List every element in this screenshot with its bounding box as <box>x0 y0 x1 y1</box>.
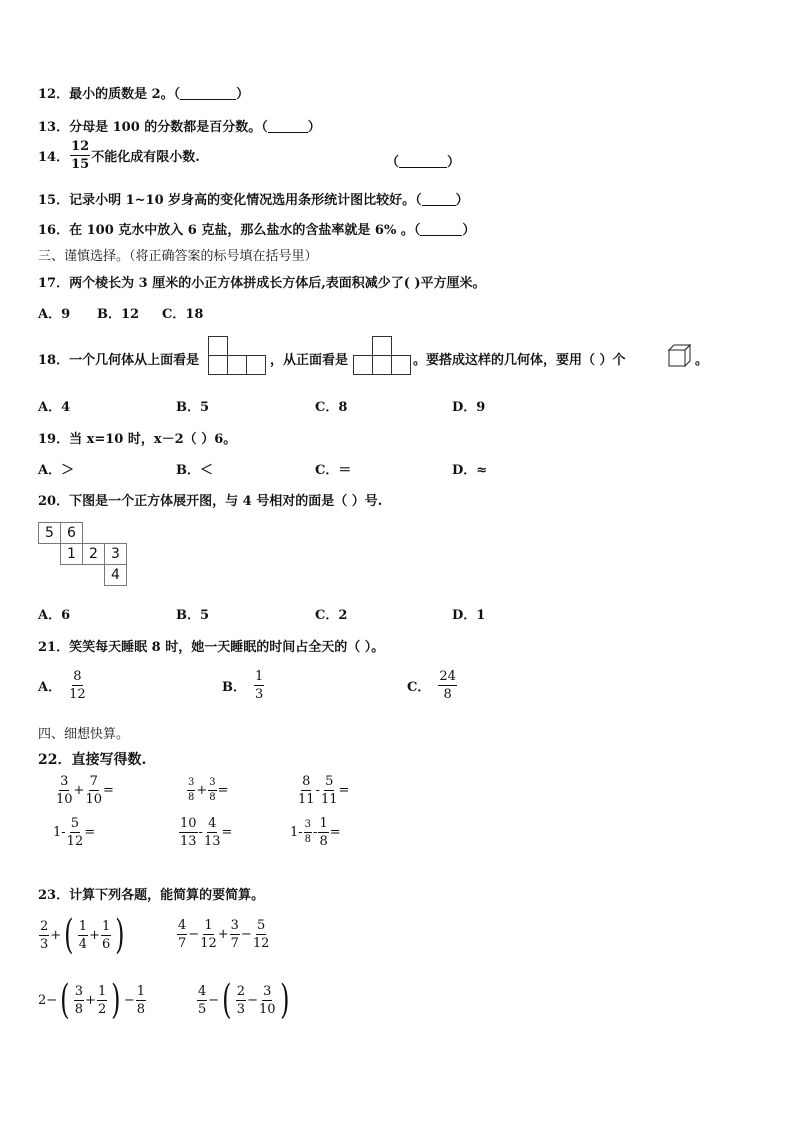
net-face: 1 <box>60 543 83 565</box>
question-20: 20．下图是一个正方体展开图，与 4 号相对的面是（ ）号. <box>38 494 383 509</box>
q21-option-b[interactable]: B． $\frac{1}{3}$ <box>222 669 264 702</box>
fraction: $\frac{1}{3}$ <box>255 669 264 702</box>
q19-option-a[interactable]: A．＞ <box>38 463 75 478</box>
q19-option-b[interactable]: B．＜ <box>176 463 213 478</box>
q17-option-a[interactable]: A．9 <box>38 307 71 322</box>
q17-option-b[interactable]: B．12 <box>97 307 140 322</box>
answer-blank[interactable] <box>268 120 308 133</box>
answer-blank[interactable] <box>420 223 462 236</box>
answer-blank[interactable] <box>422 193 456 206</box>
q18-option-c[interactable]: C．8 <box>315 400 348 415</box>
net-face: 4 <box>104 564 127 586</box>
net-face: 3 <box>104 543 127 565</box>
question-14-answer: （ ） <box>386 155 461 170</box>
question-18-part1: 18．一个几何体从上面看是 <box>38 353 200 368</box>
expression-22-1: $\frac{3}{10}$ + $\frac{7}{10}$ = <box>56 774 114 807</box>
front-view-figure <box>353 336 411 376</box>
expression-22-4: 1- $\frac{5}{12}$ = <box>53 816 96 849</box>
net-face: 5 <box>38 522 61 544</box>
question-15: 15．记录小明 1~10 岁身高的变化情况选用条形统计图比较好。（ ） <box>38 193 469 208</box>
question-18-part4: 。 <box>695 353 709 368</box>
fraction: $\frac{24}{8}$ <box>439 669 456 702</box>
net-face: 2 <box>82 543 105 565</box>
cube-icon <box>667 343 693 369</box>
q20-option-a[interactable]: A．6 <box>38 608 71 623</box>
expression-22-6: 1- $\frac{3}{8}$ - $\frac{1}{8}$ = <box>290 816 341 849</box>
expression-22-5: $\frac{10}{13}$ - $\frac{4}{13}$ = <box>180 816 233 849</box>
answer-blank[interactable] <box>399 155 447 168</box>
net-face: 6 <box>60 522 83 544</box>
q20-option-d[interactable]: D．1 <box>452 608 486 623</box>
top-view-figure <box>208 336 266 376</box>
expression-23-4: $\frac{4}{5}$ − ( $\frac{2}{3}$ − $\frac{3}{10}$ ) <box>198 977 290 1023</box>
expression-23-3: 2 − ( $\frac{3}{8}$ + $\frac{1}{2}$ ) − $\frac{1}{8}$ <box>38 977 146 1023</box>
question-13: 13．分母是 100 的分数都是百分数。（ ） <box>38 120 321 135</box>
question-19: 19．当 x=10 时，x－2（ ）6。 <box>38 432 237 447</box>
expression-22-2: $\frac{3}{8}$ + $\frac{3}{8}$ = <box>188 777 229 803</box>
fraction: $\frac{8}{12}$ <box>69 669 86 702</box>
q21-option-a[interactable]: A． $\frac{8}{12}$ <box>38 669 86 702</box>
question-14: 14． $\frac{12}{15}$ 不能化成有限小数. <box>38 139 200 172</box>
question-21: 21．笑笑每天睡眠 8 时，她一天睡眠的时间占全天的（ ）。 <box>38 640 385 655</box>
q19-option-d[interactable]: D．≈ <box>452 463 488 478</box>
fraction: $\frac{12}{15}$ <box>71 139 90 172</box>
question-18-part3: 。要搭成这样的几何体，要用（ ）个 <box>413 353 626 368</box>
q20-option-c[interactable]: C．2 <box>315 608 348 623</box>
q20-option-b[interactable]: B．5 <box>176 608 210 623</box>
question-22: 22．直接写得数. <box>38 752 147 768</box>
question-17: 17．两个棱长为 3 厘米的小正方体拼成长方体后,表面积减少了( )平方厘米。 <box>38 276 486 291</box>
question-16: 16．在 100 克水中放入 6 克盐，那么盐水的含盐率就是 6% 。（ ） <box>38 223 476 238</box>
question-12: 12．最小的质数是 2。（ ） <box>38 87 250 102</box>
q21-option-c[interactable]: C． $\frac{24}{8}$ <box>407 669 456 702</box>
answer-blank[interactable] <box>180 87 236 100</box>
section-4-heading: 四、细想快算。 <box>38 727 130 742</box>
q18-option-a[interactable]: A．4 <box>38 400 71 415</box>
question-23: 23．计算下列各题，能简算的要简算。 <box>38 888 265 903</box>
expression-23-2: $\frac{4}{7}$ − $\frac{1}{12}$ + $\frac{3}{7}$ − $\frac{5}{12}$ <box>178 918 270 951</box>
expression-23-1: $\frac{2}{3}$ + ( $\frac{1}{4}$ + $\frac{1}{6}$ ) <box>40 912 125 958</box>
q17-option-c[interactable]: C．18 <box>162 307 204 322</box>
expression-22-3: $\frac{8}{11}$ - $\frac{5}{11}$ = <box>298 774 350 807</box>
q18-option-b[interactable]: B．5 <box>176 400 210 415</box>
cube-net-figure <box>38 522 133 588</box>
question-18-part2: ，从正面看是 <box>270 353 349 368</box>
section-3-heading: 三、谨慎选择。（将正确答案的标号填在括号里） <box>38 249 318 264</box>
q18-option-d[interactable]: D．9 <box>452 400 486 415</box>
q19-option-c[interactable]: C．＝ <box>315 463 352 478</box>
